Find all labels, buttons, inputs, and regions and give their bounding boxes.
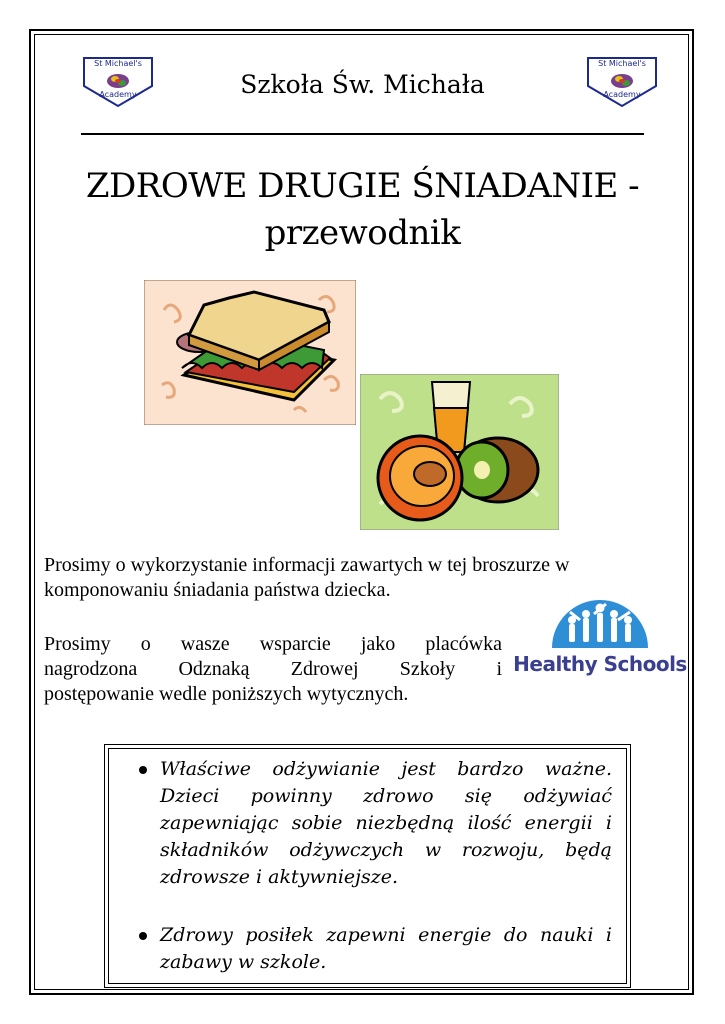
bullet-icon	[139, 766, 147, 774]
header-divider	[81, 133, 644, 135]
fruit-juice-image	[360, 374, 559, 530]
intro-paragraph-1: Prosimy o wykorzystanie informacji zawartych w tej broszurze w komponowaniu śniadania państwa dziecka.	[44, 554, 570, 601]
guideline-line: zdrowsze i aktywniejsze.	[160, 866, 399, 888]
school-crest-right	[586, 56, 658, 108]
intro-paragraph-2-line: postępowanie wedle poniższych wytycznych.	[44, 683, 409, 705]
guideline-line: zabawy w szkole.	[160, 951, 327, 973]
sandwich-image	[144, 280, 356, 425]
crest-top-text: St Michael's	[598, 59, 646, 68]
school-crest-left	[82, 56, 154, 108]
guideline-item	[160, 922, 612, 976]
guideline-line: Właściwe odżywianie jest bardzo ważne.	[160, 758, 612, 780]
school-name: Szkoła Św. Michała	[240, 70, 485, 99]
page-title-line1: ZDROWE DRUGIE ŚNIADANIE -	[85, 166, 640, 206]
crest-bottom-text: Academy	[99, 90, 137, 99]
guideline-line: zapewniając sobie niezbędną ilość energii i	[160, 812, 612, 834]
guideline-line: składników odżywczych w rozwoju, będą	[160, 839, 612, 861]
healthy-schools-text: Healthy Schools	[513, 652, 687, 676]
page-title-line2: przewodnik	[264, 213, 461, 253]
healthy-schools-logo	[510, 590, 690, 682]
bullet-icon	[139, 932, 147, 940]
intro-paragraph-2-line: Prosimy o wasze wsparcie jako placówka	[44, 633, 502, 655]
guideline-item	[160, 756, 612, 891]
intro-paragraph-2	[44, 632, 502, 707]
guideline-line: Zdrowy posiłek zapewni energie do nauki i	[160, 924, 612, 946]
crest-top-text: St Michael's	[94, 59, 142, 68]
intro-paragraph-2-line: nagrodzona Odznaką Zdrowej Szkoły i	[44, 658, 502, 680]
crest-bottom-text: Academy	[603, 90, 641, 99]
guideline-line: Dzieci powinny zdrowo się odżywiać	[160, 785, 612, 807]
